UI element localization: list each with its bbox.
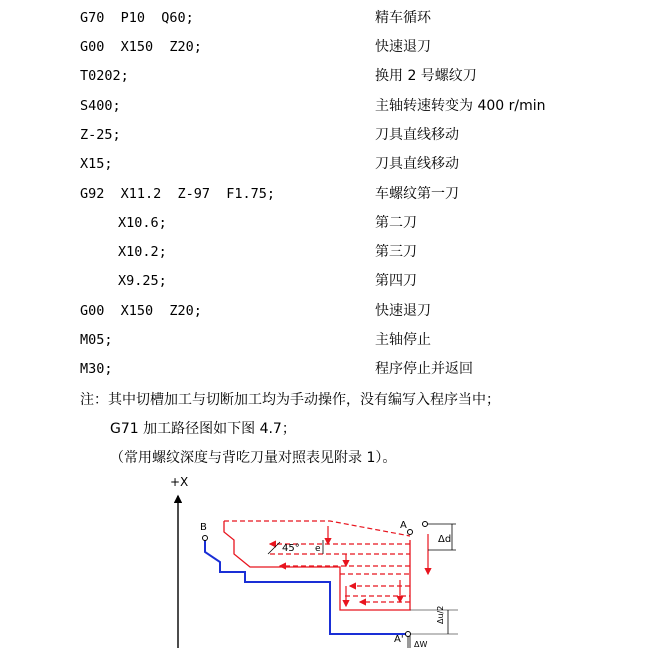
- program-line: [0, 66, 672, 95]
- start-point-marker: [423, 522, 428, 527]
- nc-code: T0202;: [80, 68, 129, 84]
- e-label: e: [315, 544, 321, 554]
- nc-comment: 换用 2 号螺纹刀: [375, 68, 477, 84]
- nc-comment: 车螺纹第一刀: [375, 186, 459, 202]
- nc-comment: 程序停止并返回: [375, 361, 473, 377]
- nc-comment: 快速退刀: [375, 39, 431, 55]
- delta-w-label: ΔW: [414, 640, 428, 648]
- g71-path-diagram: [150, 474, 480, 648]
- nc-comment: 刀具直线移动: [375, 127, 459, 143]
- nc-comment: 主轴转速转变为 400 r/min: [375, 98, 546, 114]
- point-a-marker: [408, 530, 413, 535]
- nc-code: X10.2;: [118, 244, 167, 260]
- program-line: [0, 271, 672, 300]
- nc-code: X9.25;: [118, 273, 167, 289]
- program-line: [0, 8, 672, 37]
- program-line: [0, 96, 672, 125]
- angle-45-label: 45°: [282, 543, 300, 554]
- x-axis-label: +X: [170, 475, 189, 489]
- nc-comment: 刀具直线移动: [375, 156, 459, 172]
- program-line: [0, 330, 672, 359]
- nc-code: X15;: [80, 156, 113, 172]
- program-line: [0, 154, 672, 183]
- point-b-label: B: [200, 522, 207, 533]
- nc-code: G70 P10 Q60;: [80, 10, 194, 26]
- nc-code: M30;: [80, 361, 113, 377]
- point-b-marker: [203, 536, 208, 541]
- nc-comment: 精车循环: [375, 10, 431, 26]
- point-a-label: A: [400, 520, 407, 531]
- nc-code: G00 X150 Z20;: [80, 303, 202, 319]
- program-line: [0, 359, 672, 388]
- program-line: [0, 242, 672, 271]
- point-a-prime-marker: [406, 632, 411, 637]
- nc-code: X10.6;: [118, 215, 167, 231]
- nc-comment: 主轴停止: [375, 332, 431, 348]
- program-line: [0, 213, 672, 242]
- note-g71-path: G71 加工路径图如下图 4.7；: [110, 421, 296, 437]
- nc-comment: 第二刀: [375, 215, 417, 231]
- delta-u-label: Δu/2: [436, 605, 445, 624]
- program-line: [0, 125, 672, 154]
- program-line: [0, 184, 672, 213]
- nc-code: M05;: [80, 332, 113, 348]
- rough-pass-1: [224, 521, 410, 536]
- nc-code: S400;: [80, 98, 121, 114]
- point-a-prime-label: A': [394, 634, 404, 645]
- delta-d-label: Δd: [438, 534, 452, 545]
- note-manual-operations: 注：其中切槽加工与切断加工均为手动操作，没有编写入程序当中；: [80, 392, 500, 408]
- nc-comment: 第四刀: [375, 273, 417, 289]
- program-line: [0, 301, 672, 330]
- nc-code: G00 X150 Z20;: [80, 39, 202, 55]
- nc-code: G92 X11.2 Z-97 F1.75;: [80, 186, 276, 202]
- nc-code: Z-25;: [80, 127, 121, 143]
- program-line: [0, 37, 672, 66]
- nc-comment: 快速退刀: [375, 303, 431, 319]
- nc-comment: 第三刀: [375, 244, 417, 260]
- note-thread-depth: （常用螺纹深度与背吃刀量对照表见附录 1）。: [110, 450, 397, 466]
